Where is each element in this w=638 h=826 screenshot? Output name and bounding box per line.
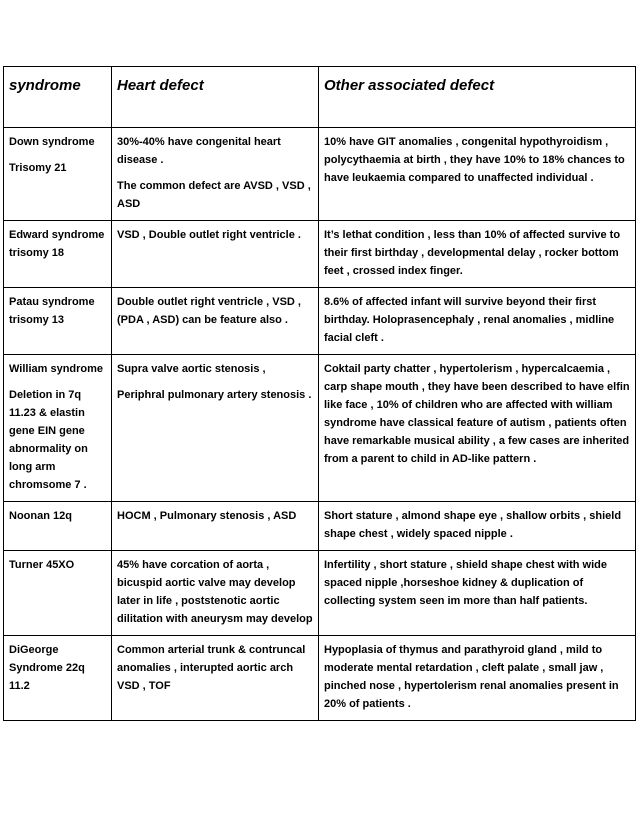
- syndrome-table-container: [3, 66, 635, 721]
- cell-paragraph: 8.6% of affected infant will survive beyond their first birthday. Holoprasencephaly , renal anomalies , midline facial cleft .: [324, 296, 615, 344]
- cell-paragraph: Periphral pulmonary artery stenosis .: [117, 389, 312, 401]
- cell-other-defect: [319, 551, 636, 636]
- cell-other-defect: [319, 128, 636, 221]
- cell-paragraph: It’s lethat condition , less than 10% of affected survive to their first birthday , developmental delay , rocker bottom feet , crossed index finger.: [324, 229, 621, 277]
- cell-paragraph: 10% have GIT anomalies , congenital hypothyroidism , polycythaemia at birth , they have 10% to 18% chances to have leukaemia compared to unaffected individual .: [324, 136, 625, 184]
- table-row: [4, 502, 636, 551]
- cell-other-defect: [319, 221, 636, 288]
- cell-heart-defect: [112, 288, 319, 355]
- cell-paragraph: Double outlet right ventricle , VSD , (PDA , ASD) can be feature also .: [117, 296, 301, 326]
- header-syndrome: syndrome: [4, 67, 112, 128]
- cell-paragraph: Noonan 12q: [9, 510, 72, 522]
- cell-heart-defect: [112, 551, 319, 636]
- cell-other-defect: [319, 502, 636, 551]
- cell-paragraph: Hypoplasia of thymus and parathyroid gland , mild to moderate mental retardation , cleft palate , small jaw , pinched nose , hypertolerism renal anomalies present in 20% of patients .: [324, 644, 619, 710]
- cell-paragraph: Patau syndrome trisomy 13: [9, 296, 95, 326]
- cell-other-defect: [319, 355, 636, 502]
- table-row: [4, 355, 636, 502]
- cell-heart-defect: [112, 128, 319, 221]
- cell-paragraph: DiGeorge Syndrome 22q 11.2: [9, 644, 85, 692]
- cell-syndrome: [4, 355, 112, 502]
- table-row: [4, 221, 636, 288]
- syndrome-heart-defect-table: [3, 66, 636, 721]
- cell-heart-defect: [112, 355, 319, 502]
- cell-other-defect: [319, 636, 636, 721]
- cell-paragraph: Short stature , almond shape eye , shallow orbits , shield shape chest , widely spaced nipple .: [324, 510, 622, 540]
- cell-paragraph: Edward syndrome trisomy 18: [9, 229, 105, 259]
- cell-paragraph: 45% have corcation of aorta , bicuspid aortic valve may develop later in life , poststenotic aortic dilitation with aneurysm may develop: [117, 559, 313, 625]
- cell-heart-defect: [112, 636, 319, 721]
- cell-paragraph: Infertility , short stature , shield shape chest with wide spaced nipple ,horseshoe kidney & duplication of collecting system seen im more than half patients.: [324, 559, 608, 607]
- cell-paragraph: Down syndrome: [9, 136, 95, 148]
- table-row: [4, 288, 636, 355]
- cell-paragraph: Deletion in 7q 11.23 & elastin gene EIN gene abnormality on long arm chromsome 7 .: [9, 389, 88, 491]
- cell-paragraph: Supra valve aortic stenosis ,: [117, 363, 266, 375]
- cell-paragraph: Turner 45XO: [9, 559, 75, 571]
- header-other-defect: Other associated defect: [319, 67, 636, 128]
- header-heart-defect: Heart defect: [112, 67, 319, 128]
- cell-syndrome: [4, 288, 112, 355]
- cell-paragraph: Coktail party chatter , hypertolerism , hypercalcaemia , carp shape mouth , they have been described to have elfin like face , 10% of children who are affected with william syndrome have classical feature of autism , patients often have remarkable musical ability , a few cases are inherited from a parent to child in AD-like pattern .: [324, 363, 630, 465]
- table-row: [4, 128, 636, 221]
- table-row: [4, 551, 636, 636]
- table-body: [4, 128, 636, 721]
- cell-other-defect: [319, 288, 636, 355]
- header-row: [4, 67, 636, 128]
- cell-heart-defect: [112, 221, 319, 288]
- cell-heart-defect: [112, 502, 319, 551]
- cell-paragraph: VSD , Double outlet right ventricle .: [117, 229, 301, 241]
- cell-paragraph: The common defect are AVSD , VSD , ASD: [117, 180, 311, 210]
- cell-paragraph: 30%-40% have congenital heart disease .: [117, 136, 281, 166]
- cell-syndrome: [4, 128, 112, 221]
- cell-paragraph: Trisomy 21: [9, 162, 67, 174]
- cell-paragraph: William syndrome: [9, 363, 104, 375]
- cell-syndrome: [4, 636, 112, 721]
- table-row: [4, 636, 636, 721]
- cell-paragraph: HOCM , Pulmonary stenosis , ASD: [117, 510, 297, 522]
- cell-syndrome: [4, 551, 112, 636]
- cell-syndrome: [4, 502, 112, 551]
- cell-syndrome: [4, 221, 112, 288]
- cell-paragraph: Common arterial trunk & contruncal anomalies , interupted aortic arch VSD , TOF: [117, 644, 306, 692]
